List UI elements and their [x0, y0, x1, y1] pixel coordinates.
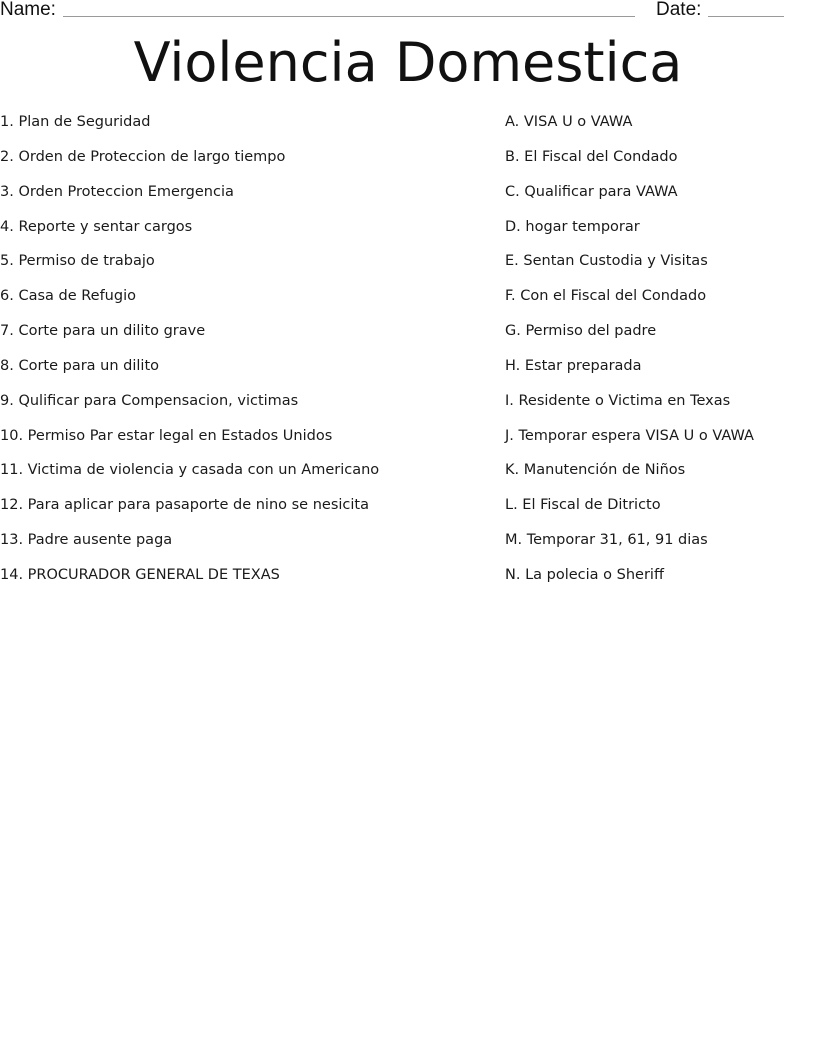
- answer-item: K. Manutención de Niños: [505, 462, 686, 479]
- term-item: 2. Orden de Proteccion de largo tiempo: [0, 148, 286, 165]
- answer-item: G. Permiso del padre: [505, 323, 657, 340]
- answer-item: M. Temporar 31, 61, 91 dias: [505, 532, 708, 549]
- answer-item: D. hogar temporar: [505, 218, 640, 235]
- date-blank-line: [708, 16, 784, 17]
- answer-item: F. Con el Fiscal del Condado: [505, 288, 707, 305]
- answer-item: I. Residente o Victima en Texas: [505, 392, 731, 409]
- term-item: 1. Plan de Seguridad: [0, 114, 151, 130]
- term-item: 11. Victima de violencia y casada con un Americano: [0, 462, 380, 479]
- term-item: 4. Reporte y sentar cargos: [0, 218, 193, 235]
- worksheet-title: Violencia Domestica: [133, 31, 683, 94]
- term-item: 5. Permiso de trabajo: [0, 253, 155, 270]
- term-item: 12. Para aplicar para pasaporte de nino se nesicita: [0, 497, 369, 514]
- term-item: 10. Permiso Par estar legal en Estados Unidos: [0, 427, 333, 444]
- answer-item: E. Sentan Custodia y Visitas: [505, 253, 708, 270]
- term-item: 13. Padre ausente paga: [0, 532, 173, 549]
- answer-item: N. La polecia o Sheriff: [505, 566, 664, 583]
- name-blank-line: [63, 16, 635, 17]
- date-label: Date:: [656, 0, 702, 20]
- term-item: 9. Qulificar para Compensacion, victimas: [0, 392, 299, 409]
- term-item: 6. Casa de Refugio: [0, 288, 136, 305]
- term-item: 7. Corte para un dilito grave: [0, 323, 206, 340]
- answer-item: L. El Fiscal de Ditricto: [505, 497, 661, 514]
- term-item: 3. Orden Proteccion Emergencia: [0, 183, 234, 200]
- answer-item: C. Qualificar para VAWA: [505, 183, 678, 200]
- term-item: 14. PROCURADOR GENERAL DE TEXAS: [0, 566, 280, 583]
- answer-item: H. Estar preparada: [505, 357, 642, 374]
- name-label: Name:: [0, 0, 56, 20]
- answers-list: [505, 112, 805, 600]
- answer-item: A. VISA U o VAWA: [505, 114, 633, 130]
- answer-item: B. El Fiscal del Condado: [505, 148, 678, 165]
- worksheet-header: [0, 0, 816, 24]
- terms-list: [0, 112, 490, 600]
- answer-item: J. Temporar espera VISA U o VAWA: [505, 427, 754, 444]
- term-item: 8. Corte para un dilito: [0, 357, 159, 374]
